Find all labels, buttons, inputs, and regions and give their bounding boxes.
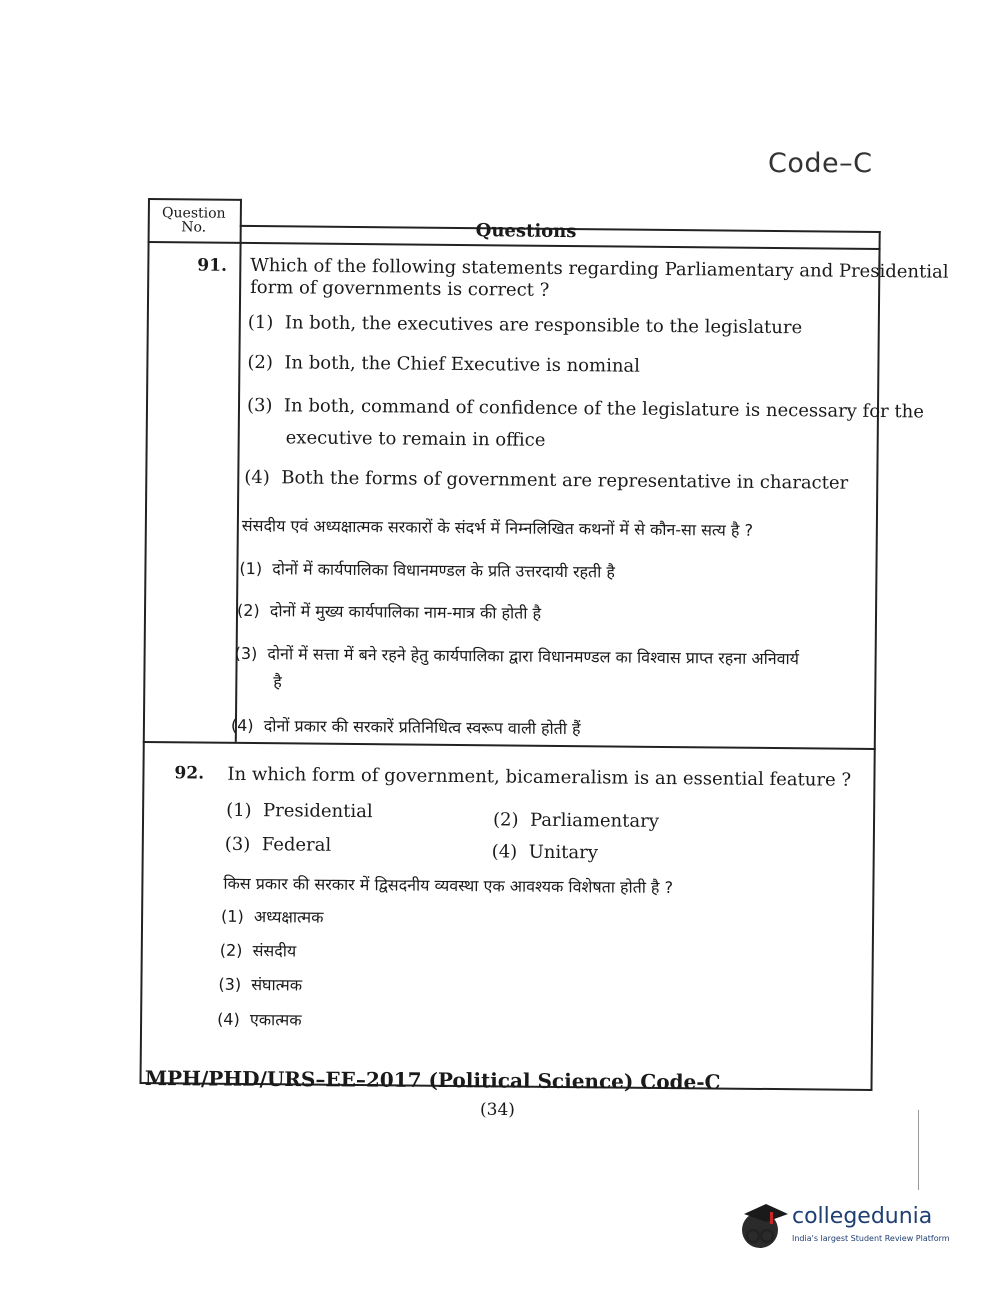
table-right-border xyxy=(870,248,880,1091)
code-label: Code–C xyxy=(768,148,873,179)
question-table xyxy=(139,198,949,1091)
q92-number: 92. xyxy=(174,763,205,784)
header-qno: Question No. xyxy=(162,205,226,236)
q91-option-en-3-cont: executive to remain in office xyxy=(285,427,546,451)
q92-option-en-4: (4) Unitary xyxy=(491,841,599,864)
row-divider xyxy=(143,741,876,750)
q92-option-hi-4: (4) एकात्मक xyxy=(217,1009,302,1030)
q91-option-hi-3-cont: है xyxy=(273,672,282,692)
mascot-icon xyxy=(736,1196,790,1256)
q92-hindi-question: किस प्रकार की सरकार में द्विसदनीय व्यवस्था एक आवश्यक विशेषता होती है ? xyxy=(223,873,674,898)
q91-option-hi-2: (2) दोनों में मुख्य कार्यपालिका नाम-मात्र की होती है xyxy=(236,600,542,623)
column-divider xyxy=(235,242,241,742)
q91-option-en-1: (1) In both, the executives are responsible to the legislature xyxy=(247,311,803,339)
q91-english-line2: form of governments is correct ? xyxy=(250,276,550,301)
margin-mark xyxy=(918,1110,919,1190)
q91-option-en-4: (4) Both the forms of government are representative in character xyxy=(244,466,849,494)
footer-code: MPH/PHD/URS–EE–2017 (Political Science) Code-C xyxy=(144,1066,721,1095)
q92-english: In which form of government, bicameralism is an essential feature ? xyxy=(227,763,852,791)
q91-option-hi-1: (1) दोनों में कार्यपालिका विधानमण्डल के प्रति उत्तरदायी रहती है xyxy=(239,558,616,582)
q92-option-hi-3: (3) संघात्मक xyxy=(218,974,303,995)
collegedunia-logo xyxy=(736,1196,966,1260)
q92-option-hi-1: (1) अध्यक्षात्मक xyxy=(221,906,324,927)
page-number: (34) xyxy=(480,1100,515,1120)
q91-option-en-2: (2) In both, the Chief Executive is nominal xyxy=(247,351,641,377)
header-divider xyxy=(240,199,242,243)
logo-name: collegedunia xyxy=(792,1204,933,1229)
header-questions: Questions xyxy=(475,220,577,243)
q91-option-en-3: (3) In both, command of confidence of the legislature is necessary for the xyxy=(246,394,925,423)
q92-option-en-3: (3) Federal xyxy=(224,833,332,856)
q91-hindi-question: संसदीय एवं अध्यक्षात्मक सरकारों के संदर्भ में निम्नलिखित कथनों में से कौन-सा सत्य है ? xyxy=(241,515,754,540)
q92-option-hi-2: (2) संसदीय xyxy=(219,940,297,961)
q91-option-hi-3: (3) दोनों में सत्ता में बने रहने हेतु कार्यपालिका द्वारा विधानमण्डल का विश्वास प्राप्त रहना अनिवार्य xyxy=(234,643,800,669)
q91-option-hi-4: (4) दोनों प्रकार की सरकारें प्रतिनिधित्व स्वरूप वाली होती हैं xyxy=(230,715,581,739)
table-top-border-left xyxy=(148,198,242,200)
table-left-border xyxy=(139,198,149,1084)
q92-option-en-1: (1) Presidential xyxy=(226,799,373,823)
logo-tagline: India's largest Student Review Platform xyxy=(792,1234,950,1243)
q91-number: 91. xyxy=(197,255,228,276)
q92-option-en-2: (2) Parliamentary xyxy=(492,809,660,832)
q91-english-line1: Which of the following statements regarding Parliamentary and Presidential xyxy=(250,254,949,283)
